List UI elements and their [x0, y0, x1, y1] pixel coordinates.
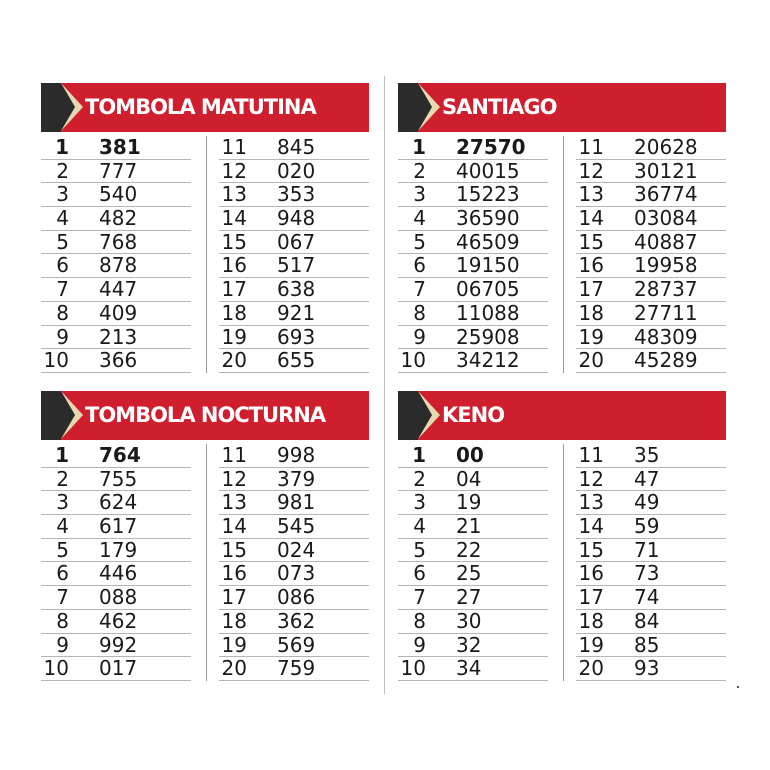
column-divider: [563, 136, 564, 373]
table-row: [398, 444, 548, 468]
table-row: [219, 231, 369, 255]
table-row: [576, 160, 726, 184]
chevron-inner-icon: [418, 391, 432, 439]
drawn-number: 998: [277, 443, 316, 467]
position-number: 6: [56, 253, 69, 278]
position-number: 7: [56, 585, 69, 610]
table-row: [219, 183, 369, 207]
table-row: [219, 586, 369, 610]
position-number: 8: [413, 608, 426, 633]
drawn-number: 71: [634, 537, 660, 562]
panel-tombola-matutina: [41, 83, 369, 375]
drawn-number: 34: [456, 656, 482, 681]
position-number: 7: [56, 277, 69, 302]
table-row: [576, 468, 726, 492]
position-number: 12: [578, 158, 604, 183]
drawn-number: 540: [99, 182, 138, 207]
position-number: 8: [56, 608, 69, 633]
table-row: [576, 326, 726, 350]
table-row: [219, 634, 369, 658]
drawn-number: 25908: [456, 324, 520, 349]
drawn-number: 25: [456, 561, 482, 586]
drawn-number: 36774: [634, 182, 698, 207]
table-row: [398, 160, 548, 184]
position-number: 3: [56, 182, 69, 207]
drawn-number: 981: [277, 490, 316, 515]
table-row: [576, 562, 726, 586]
position-number: 16: [221, 561, 247, 586]
drawn-number: 381: [99, 135, 141, 159]
table-row: [41, 183, 191, 207]
position-number: 5: [413, 229, 426, 254]
table-row: [219, 444, 369, 468]
results-column-left: [41, 136, 191, 373]
position-number: 20: [221, 348, 247, 373]
position-number: 12: [578, 466, 604, 491]
position-number: 9: [56, 324, 69, 349]
position-number: 10: [400, 656, 426, 681]
position-number: 4: [413, 514, 426, 539]
table-row: [398, 468, 548, 492]
position-number: 15: [221, 537, 247, 562]
position-number: 14: [578, 206, 604, 231]
chevron-inner-icon: [61, 391, 75, 439]
drawn-number: 020: [277, 158, 316, 183]
table-row: [398, 491, 548, 515]
drawn-number: 517: [277, 253, 316, 278]
drawn-number: 85: [634, 632, 660, 657]
drawn-number: 073: [277, 561, 316, 586]
position-number: 13: [221, 182, 247, 207]
table-row: [41, 278, 191, 302]
position-number: 12: [221, 158, 247, 183]
position-number: 3: [413, 490, 426, 515]
drawn-number: 545: [277, 514, 316, 539]
table-row: [219, 349, 369, 373]
position-number: 3: [56, 490, 69, 515]
drawn-number: 21: [456, 514, 482, 539]
drawn-number: 73: [634, 561, 660, 586]
table-row: [41, 231, 191, 255]
results-column-right: [576, 136, 726, 373]
position-number: 14: [221, 206, 247, 231]
drawn-number: 49: [634, 490, 660, 515]
panel-title: TOMBOLA MATUTINA: [85, 95, 316, 119]
drawn-number: 47: [634, 466, 660, 491]
drawn-number: 764: [99, 443, 141, 467]
drawn-number: 992: [99, 632, 138, 657]
drawn-number: 93: [634, 656, 660, 681]
table-row: [41, 657, 191, 681]
position-number: 13: [578, 490, 604, 515]
drawn-number: 067: [277, 229, 316, 254]
drawn-number: 84: [634, 608, 660, 633]
position-number: 2: [56, 466, 69, 491]
drawn-number: 213: [99, 324, 138, 349]
column-divider: [206, 136, 207, 373]
decorative-dot: [737, 686, 739, 688]
table-row: [576, 539, 726, 563]
table-row: [41, 207, 191, 231]
position-number: 2: [413, 466, 426, 491]
table-row: [219, 160, 369, 184]
drawn-number: 19150: [456, 253, 520, 278]
drawn-number: 22: [456, 537, 482, 562]
drawn-number: 024: [277, 537, 316, 562]
table-row: [398, 278, 548, 302]
center-divider: [384, 76, 385, 694]
position-number: 15: [221, 229, 247, 254]
table-row: [219, 491, 369, 515]
drawn-number: 19: [456, 490, 482, 515]
table-row: [398, 302, 548, 326]
column-divider: [563, 444, 564, 681]
drawn-number: 46509: [456, 229, 520, 254]
drawn-number: 617: [99, 514, 138, 539]
drawn-number: 00: [456, 443, 484, 467]
table-row: [398, 657, 548, 681]
table-row: [41, 254, 191, 278]
table-row: [398, 326, 548, 350]
position-number: 13: [578, 182, 604, 207]
position-number: 1: [412, 135, 426, 159]
position-number: 9: [413, 632, 426, 657]
drawn-number: 366: [99, 348, 138, 373]
results-table: [41, 444, 369, 683]
table-row: [576, 231, 726, 255]
panel-keno: [398, 391, 726, 683]
position-number: 3: [413, 182, 426, 207]
drawn-number: 759: [277, 656, 316, 681]
table-row: [41, 610, 191, 634]
table-row: [219, 207, 369, 231]
panel-header: [398, 391, 726, 440]
table-row: [576, 515, 726, 539]
position-number: 17: [221, 585, 247, 610]
drawn-number: 11088: [456, 300, 520, 325]
position-number: 2: [56, 158, 69, 183]
position-number: 7: [413, 585, 426, 610]
table-row: [219, 468, 369, 492]
position-number: 20: [221, 656, 247, 681]
drawn-number: 36590: [456, 206, 520, 231]
table-row: [41, 326, 191, 350]
table-row: [398, 634, 548, 658]
position-number: 9: [56, 632, 69, 657]
header-dark-block: [41, 391, 61, 440]
table-row: [576, 491, 726, 515]
drawn-number: 35: [634, 443, 660, 467]
table-row: [398, 610, 548, 634]
position-number: 11: [578, 135, 604, 159]
table-row: [398, 515, 548, 539]
results-table: [41, 136, 369, 375]
position-number: 2: [413, 158, 426, 183]
table-row: [41, 468, 191, 492]
table-row: [576, 657, 726, 681]
table-row: [41, 302, 191, 326]
table-row: [219, 610, 369, 634]
table-row: [576, 610, 726, 634]
position-number: 16: [578, 561, 604, 586]
position-number: 15: [578, 229, 604, 254]
drawn-number: 03084: [634, 206, 698, 231]
drawn-number: 482: [99, 206, 138, 231]
drawn-number: 30: [456, 608, 482, 633]
panel-santiago: [398, 83, 726, 375]
table-row: [219, 539, 369, 563]
position-number: 15: [578, 537, 604, 562]
position-number: 14: [578, 514, 604, 539]
table-row: [41, 349, 191, 373]
table-row: [219, 254, 369, 278]
drawn-number: 40887: [634, 229, 698, 254]
table-row: [219, 657, 369, 681]
drawn-number: 017: [99, 656, 138, 681]
drawn-number: 624: [99, 490, 138, 515]
drawn-number: 755: [99, 466, 138, 491]
drawn-number: 768: [99, 229, 138, 254]
table-row: [219, 278, 369, 302]
drawn-number: 34212: [456, 348, 520, 373]
position-number: 5: [413, 537, 426, 562]
table-row: [398, 207, 548, 231]
table-row: [41, 634, 191, 658]
header-dark-block: [41, 83, 61, 132]
table-row: [219, 302, 369, 326]
position-number: 1: [55, 443, 69, 467]
drawn-number: 409: [99, 300, 138, 325]
position-number: 1: [55, 135, 69, 159]
drawn-number: 569: [277, 632, 316, 657]
results-column-left: [398, 136, 548, 373]
table-row: [41, 444, 191, 468]
results-column-right: [219, 136, 369, 373]
table-row: [398, 183, 548, 207]
table-row: [576, 278, 726, 302]
position-number: 10: [43, 656, 69, 681]
position-number: 10: [400, 348, 426, 373]
drawn-number: 638: [277, 277, 316, 302]
position-number: 19: [221, 324, 247, 349]
position-number: 19: [221, 632, 247, 657]
table-row: [398, 586, 548, 610]
position-number: 19: [578, 324, 604, 349]
position-number: 19: [578, 632, 604, 657]
position-number: 4: [56, 514, 69, 539]
position-number: 13: [221, 490, 247, 515]
drawn-number: 27: [456, 585, 482, 610]
position-number: 6: [56, 561, 69, 586]
drawn-number: 15223: [456, 182, 520, 207]
panel-header: [41, 83, 369, 132]
panel-tombola-nocturna: [41, 391, 369, 683]
table-row: [219, 136, 369, 160]
drawn-number: 462: [99, 608, 138, 633]
position-number: 10: [43, 348, 69, 373]
position-number: 4: [413, 206, 426, 231]
results-table: [398, 136, 726, 375]
position-number: 20: [578, 656, 604, 681]
table-row: [576, 136, 726, 160]
position-number: 16: [221, 253, 247, 278]
drawn-number: 30121: [634, 158, 698, 183]
drawn-number: 362: [277, 608, 316, 633]
table-row: [398, 539, 548, 563]
position-number: 18: [221, 608, 247, 633]
position-number: 1: [412, 443, 426, 467]
position-number: 8: [413, 300, 426, 325]
position-number: 9: [413, 324, 426, 349]
table-row: [576, 444, 726, 468]
drawn-number: 088: [99, 585, 138, 610]
position-number: 6: [413, 561, 426, 586]
table-row: [398, 136, 548, 160]
drawn-number: 40015: [456, 158, 520, 183]
position-number: 17: [578, 585, 604, 610]
drawn-number: 27570: [456, 135, 526, 159]
drawn-number: 379: [277, 466, 316, 491]
drawn-number: 59: [634, 514, 660, 539]
column-divider: [206, 444, 207, 681]
chevron-inner-icon: [418, 83, 432, 131]
table-row: [41, 160, 191, 184]
drawn-number: 845: [277, 135, 316, 159]
table-row: [576, 302, 726, 326]
table-row: [41, 491, 191, 515]
drawn-number: 04: [456, 466, 482, 491]
position-number: 18: [578, 300, 604, 325]
table-row: [41, 539, 191, 563]
table-row: [41, 562, 191, 586]
drawn-number: 447: [99, 277, 138, 302]
drawn-number: 19958: [634, 253, 698, 278]
header-dark-block: [398, 83, 418, 132]
position-number: 17: [578, 277, 604, 302]
position-number: 7: [413, 277, 426, 302]
table-row: [398, 349, 548, 373]
table-row: [219, 326, 369, 350]
position-number: 16: [578, 253, 604, 278]
drawn-number: 777: [99, 158, 138, 183]
drawn-number: 28737: [634, 277, 698, 302]
drawn-number: 45289: [634, 348, 698, 373]
drawn-number: 179: [99, 537, 138, 562]
table-row: [576, 207, 726, 231]
table-row: [576, 586, 726, 610]
panel-title: TOMBOLA NOCTURNA: [85, 403, 326, 427]
drawn-number: 948: [277, 206, 316, 231]
position-number: 17: [221, 277, 247, 302]
drawn-number: 878: [99, 253, 138, 278]
table-row: [576, 634, 726, 658]
table-row: [576, 183, 726, 207]
table-row: [576, 349, 726, 373]
table-row: [41, 586, 191, 610]
position-number: 11: [221, 443, 247, 467]
results-column-left: [398, 444, 548, 681]
table-row: [41, 515, 191, 539]
table-row: [41, 136, 191, 160]
drawn-number: 693: [277, 324, 316, 349]
results-table: [398, 444, 726, 683]
position-number: 11: [221, 135, 247, 159]
drawn-number: 48309: [634, 324, 698, 349]
drawn-number: 74: [634, 585, 660, 610]
panel-header: [398, 83, 726, 132]
table-row: [219, 562, 369, 586]
position-number: 11: [578, 443, 604, 467]
position-number: 8: [56, 300, 69, 325]
table-row: [576, 254, 726, 278]
drawn-number: 27711: [634, 300, 698, 325]
position-number: 6: [413, 253, 426, 278]
panel-title: KENO: [442, 403, 505, 427]
table-row: [219, 515, 369, 539]
drawn-number: 921: [277, 300, 316, 325]
drawn-number: 353: [277, 182, 316, 207]
table-row: [398, 562, 548, 586]
chevron-inner-icon: [61, 83, 75, 131]
position-number: 5: [56, 229, 69, 254]
results-column-left: [41, 444, 191, 681]
drawn-number: 086: [277, 585, 316, 610]
drawn-number: 06705: [456, 277, 520, 302]
position-number: 18: [221, 300, 247, 325]
table-row: [398, 231, 548, 255]
position-number: 20: [578, 348, 604, 373]
panel-header: [41, 391, 369, 440]
position-number: 14: [221, 514, 247, 539]
table-row: [398, 254, 548, 278]
panel-title: SANTIAGO: [442, 95, 557, 119]
drawn-number: 655: [277, 348, 316, 373]
results-column-right: [576, 444, 726, 681]
position-number: 5: [56, 537, 69, 562]
drawn-number: 32: [456, 632, 482, 657]
position-number: 18: [578, 608, 604, 633]
drawn-number: 20628: [634, 135, 698, 159]
drawn-number: 446: [99, 561, 138, 586]
results-column-right: [219, 444, 369, 681]
header-dark-block: [398, 391, 418, 440]
position-number: 12: [221, 466, 247, 491]
position-number: 4: [56, 206, 69, 231]
